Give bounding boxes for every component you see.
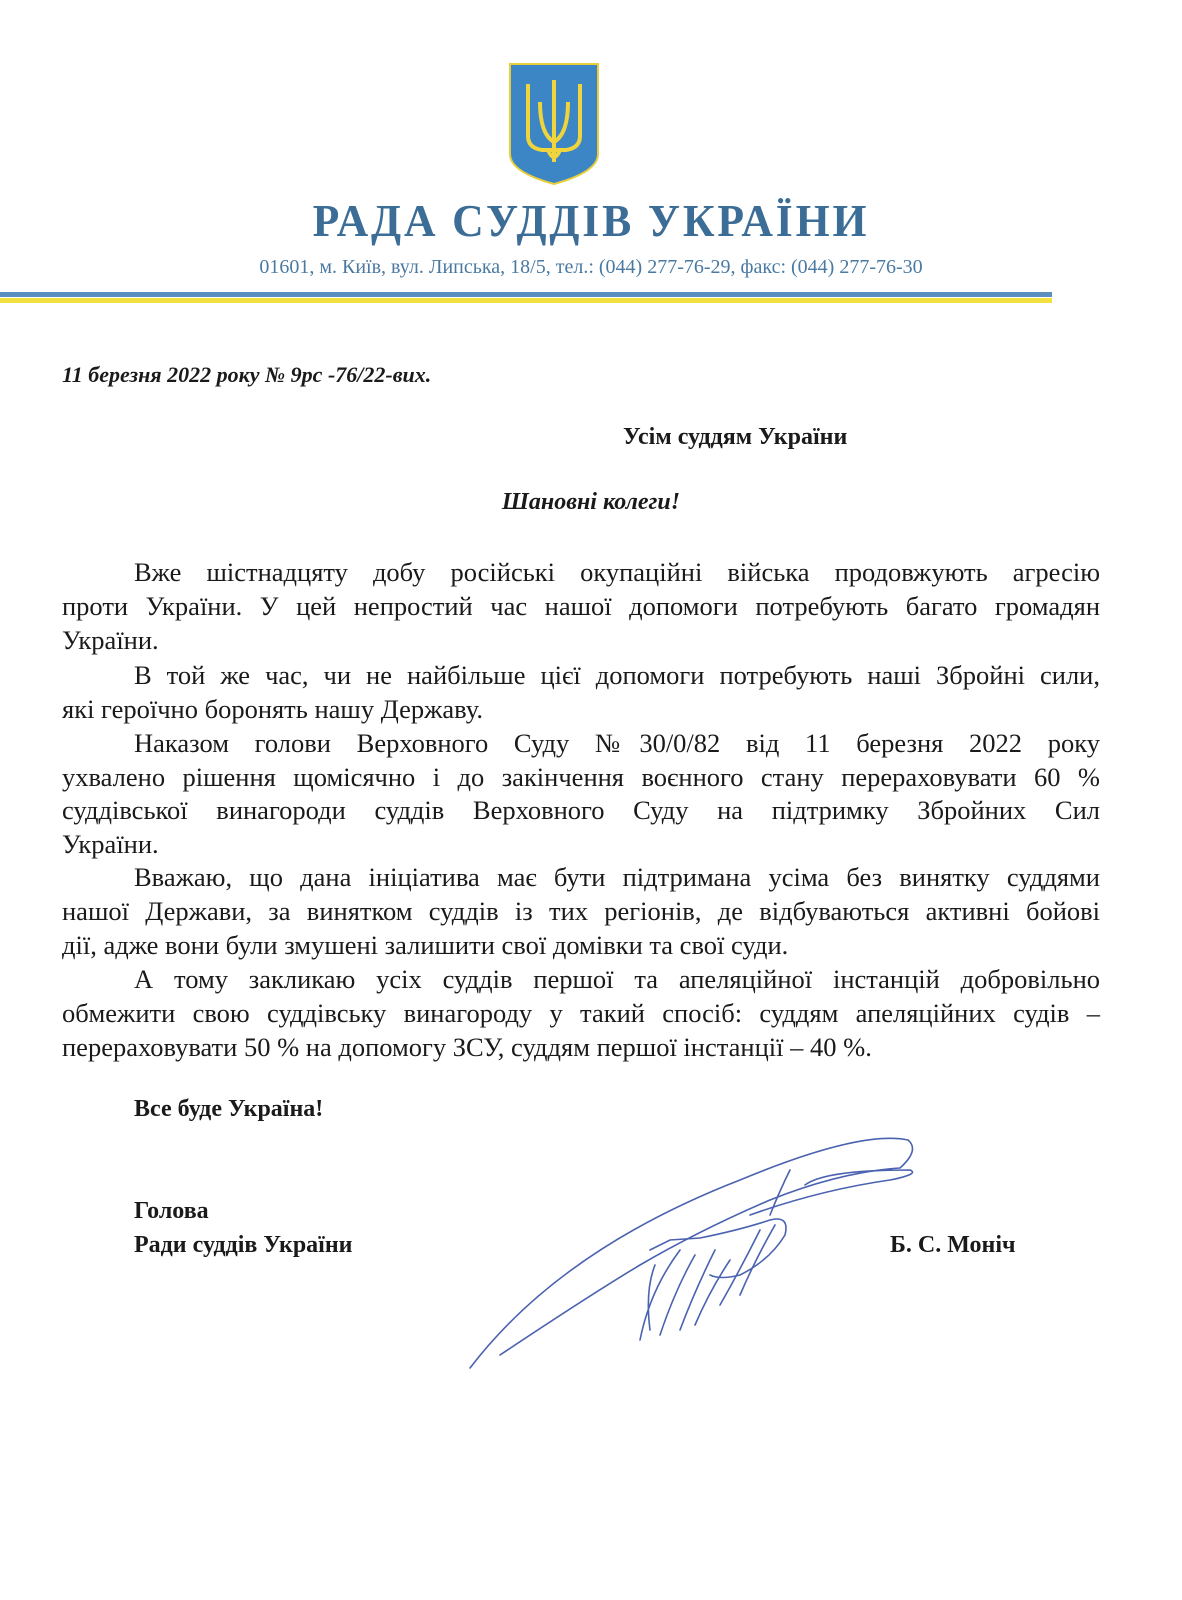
body-line: України. — [62, 829, 159, 859]
letter-reference: 11 березня 2022 року № 9рс -76/22-вих. — [62, 362, 432, 387]
body-line: ухвалено рішення щомісячно і до закінчення воєнного стану перераховувати 60 % — [62, 762, 1100, 792]
body-line: дії, адже вони були змушені залишити свої домівки та свої суди. — [62, 930, 789, 960]
closing-phrase: Все буде Україна! — [134, 1096, 324, 1122]
handwritten-signature — [440, 1090, 920, 1370]
signatory-position-org: Ради суддів України — [134, 1232, 353, 1258]
body-line: Вже шістнадцяту добу російські окупаційні війська продовжують агресію — [134, 557, 1100, 587]
body-line: А тому закликаю усіх суддів першої та апеляційної інстанцій добровільно — [134, 964, 1100, 994]
body-line: В той же час, чи не найбільше цієї допомоги потребують наші Збройні сили, — [134, 660, 1100, 690]
salutation: Шановні колеги! — [501, 489, 681, 515]
header-stripe-blue — [0, 292, 1052, 297]
body-line: Наказом голови Верховного Суду №30/0/82 від 11 березня 2022 року — [134, 728, 1100, 758]
body-line: проти України. У цей непростий час нашої допомоги потребують багато громадян — [62, 591, 1100, 621]
signatory-name: Б. С. Моніч — [890, 1232, 1016, 1258]
body-line: перераховувати 50 % на допомогу ЗСУ, суддям першої інстанції – 40 %. — [62, 1032, 872, 1062]
body-line: України. — [62, 625, 159, 655]
coat-of-arms-icon — [508, 62, 600, 186]
organization-name: РАДА СУДДІВ УКРАЇНИ — [312, 195, 870, 246]
organization-address: 01601, м. Київ, вул. Липська, 18/5, тел.: (044) 277-76-29, факс: (044) 277-76-30 — [259, 256, 923, 278]
body-line: які героїчно боронять нашу Державу. — [62, 694, 484, 724]
header-stripe-yellow — [0, 298, 1052, 303]
body-line: Вважаю, що дана ініціатива має бути підтримана усіма без винятку суддями — [134, 862, 1100, 892]
body-line: суддівської винагороди суддів Верховного Суду на підтримку Збройних Сил — [62, 795, 1100, 825]
signatory-position: Голова — [134, 1198, 209, 1224]
addressee: Усім суддям України — [623, 424, 848, 450]
body-line: обмежити свою суддівську винагороду у такий спосіб: суддям апеляційних судів – — [62, 998, 1100, 1028]
body-line: нашої Держави, за винятком суддів із тих регіонів, де відбуваються активні бойові — [62, 896, 1100, 926]
